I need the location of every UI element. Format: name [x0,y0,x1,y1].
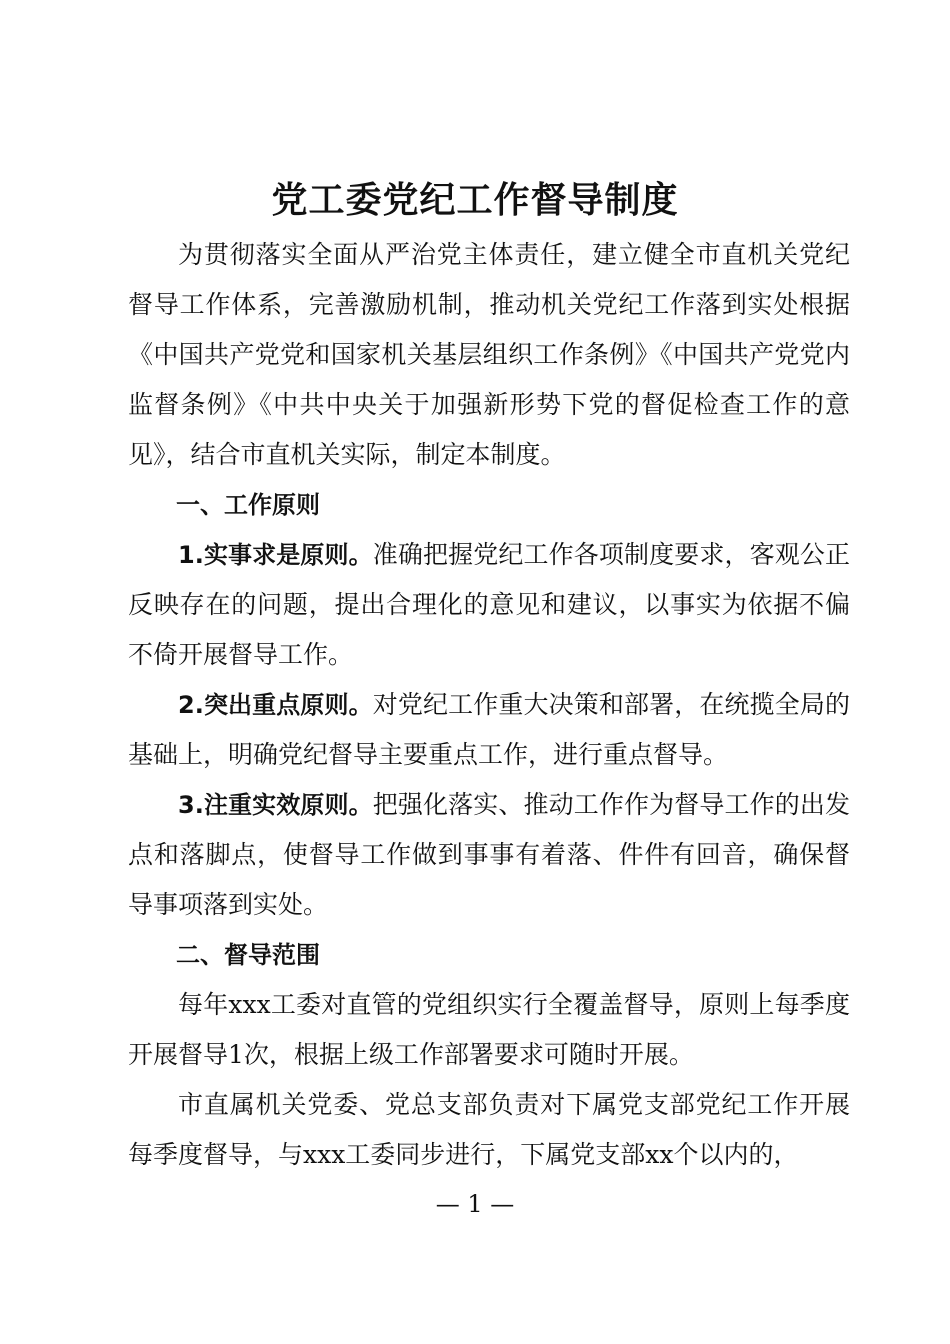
scope-paragraph-2: 市直属机关党委、党总支部负责对下属党支部党纪工作开展每季度督导，与xxx工委同步进行，下属党支部xx个以内的， [128,1090,850,1169]
principle-text-2: 对党纪工作重大决策和部署，在统揽全局的基础上，明确党纪督导主要重点工作，进行重点督导。 [128,690,850,769]
intro-paragraph: 为贯彻落实全面从严治党主体责任，建立健全市直机关党纪督导工作体系，完善激励机制，推动机关党纪工作落到实处根据《中国共产党党和国家机关基层组织工作条例》《中国共产党党内监督条例》《中共中央关于加强新形势下党的督促检查工作的意见》，结合市直机关实际，制定本制度。 [128,240,850,469]
principle-lead-1: 1.实事求是原则。 [178,541,373,569]
principle-text-1: 准确把握党纪工作各项制度要求，客观公正反映存在的问题，提出合理化的意见和建议，以事实为依据不偏不倚开展督导工作。 [128,540,850,669]
scope-paragraph-1: 每年xxx工委对直管的党组织实行全覆盖督导，原则上每季度开展督导1次，根据上级工作部署要求可随时开展。 [128,990,850,1069]
principle-item-3 [128,780,850,930]
principle-lead-3: 3.注重实效原则。 [178,791,373,819]
principle-text-3: 把强化落实、推动工作作为督导工作的出发点和落脚点，使督导工作做到事事有着落、件件有回音，确保督导事项落到实处。 [128,790,850,919]
section-heading-principles: 一、工作原则 [176,491,320,519]
document-title: 党工委党纪工作督导制度 [271,179,679,221]
principle-item-2 [128,680,850,780]
principle-item-1 [128,530,850,680]
section-heading-scope: 二、督导范围 [176,941,320,969]
principle-lead-2: 2.突出重点原则。 [178,691,373,719]
page-number: — 1 — [435,1190,515,1218]
document-body [128,230,850,1180]
